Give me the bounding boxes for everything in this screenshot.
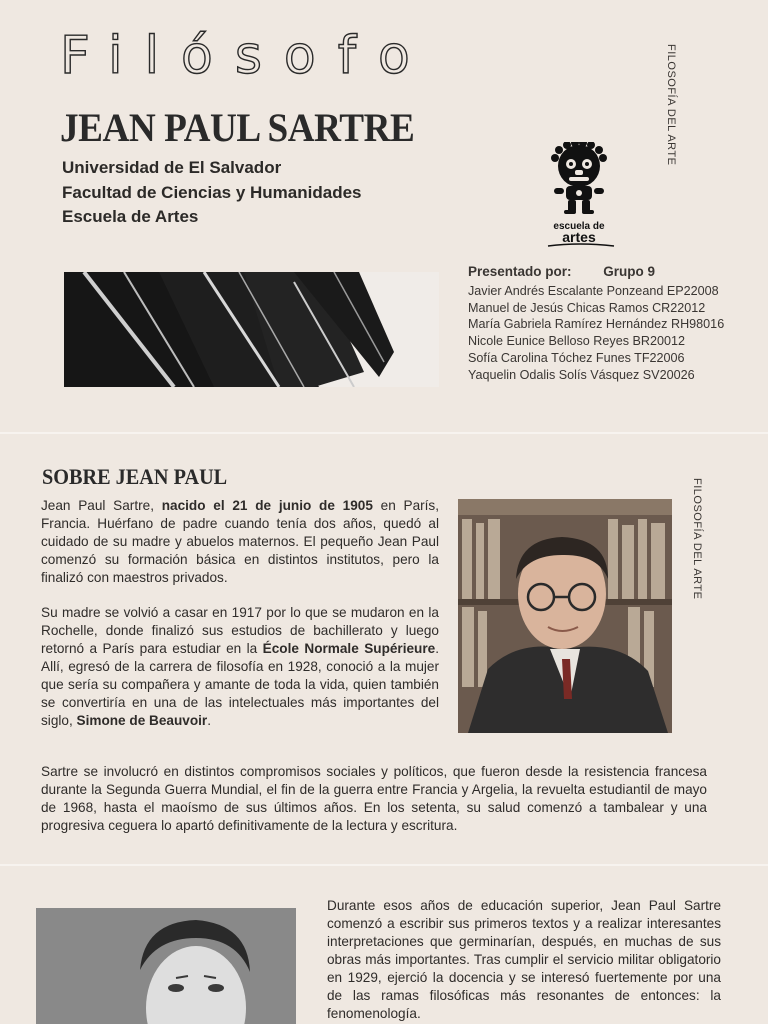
presented-by-block [468,264,724,384]
about-paragraph-1 [41,497,439,587]
about-page [0,434,768,864]
sartre-portrait-photo [458,499,672,733]
text-span: . [207,713,211,728]
education-page [0,866,768,1024]
group-label: Grupo 9 [603,264,656,279]
presented-label: Presentado por: [468,264,572,279]
member-row: Yaquelin Odalis Solís Vásquez SV20026 [468,367,695,382]
school-name-text: École Normale Supérieure [262,641,436,656]
side-label: FILOSOFÍA DEL ARTE [691,478,703,600]
logo-text-line1: escuela de [553,221,605,232]
member-row: Nicole Eunice Belloso Reyes BR20012 [468,334,686,349]
education-paragraph-1: Durante esos años de educación superior, Jean Paul Sartre comenzó a escribir sus primeros textos y a realizar interesantes interpretaciones que germinarían, después, en muchas de sus obras más importantes. Tras cumplir el servicio militar obligatorio en 1929, ejerció la docencia y se interesó fuertemente por una de las ramas filosóficas más resonantes de entonces: la fenomenología. [327,898,721,1021]
outline-title: Filósofo [60,26,432,86]
member-row: Manuel de Jesús Chicas Ramos CR22012 [468,300,706,315]
institution-line: Universidad de El Salvador [62,158,282,177]
text-span: en París, Francia. Huérfano de padre cuando tenía dos años, quedó al cuidado de su madre y abuelos maternos. El pequeño Jean Paul comenzó su formación básica en distintos institutos, pero la finalizó con maestros privados. [41,498,440,585]
text-span: . Allí, egresó de la carrera de filosofía en 1928, conoció a la mujer que sería su compañera y amante de toda la vida, quien también se convertiría en una de las intelectuales más importantes del siglo, [41,641,439,728]
brush-stroke-image [64,272,439,387]
text-span: Su madre se volvió a casar en 1917 por lo que se mudaron en la Rochelle, donde finalizó sus estudios de bachillerato y luego retornó a París para estudiar en la [41,605,439,656]
institution-block [62,156,361,230]
page-title: JEAN PAUL SARTRE [60,105,415,150]
institution-line: Facultad de Ciencias y Humanidades [62,182,362,202]
side-label: FILOSOFÍA DEL ARTE [665,44,677,166]
section-title: SOBRE JEAN PAUL [42,464,228,489]
member-row: Javier Andrés Escalante Ponzeand EP22008 [468,283,719,298]
text-span: Jean Paul Sartre, [41,498,162,513]
beauvoir-name-text: Simone de Beauvoir [76,713,208,728]
about-paragraph-2 [41,604,439,730]
member-row: María Gabriela Ramírez Hernández RH98016 [468,317,725,332]
logo-text-line2: artes [562,229,596,245]
institution-line: Escuela de Artes [62,207,199,226]
cover-page [0,0,768,432]
about-paragraph-3: Sartre se involucró en distintos compromisos sociales y políticos, que fueron desde la resistencia francesa durante la Segunda Guerra Mundial, el fin de la guerra entre Francia y Argelia, la revuelta estudiantil de mayo de 1968, hasta el maoísmo de sus últimos años. En los setenta, su salud comenzó a tambalear y una progresiva ceguera lo apartó definitivamente de la lectura y escritura. [41,764,707,833]
school-logo [540,142,618,248]
tribal-mask-icon [540,142,618,248]
young-sartre-photo [36,908,296,1024]
member-row: Sofía Carolina Tóchez Funes TF22006 [468,350,685,365]
birth-date-text: nacido el 21 de junio de 1905 [161,498,373,513]
